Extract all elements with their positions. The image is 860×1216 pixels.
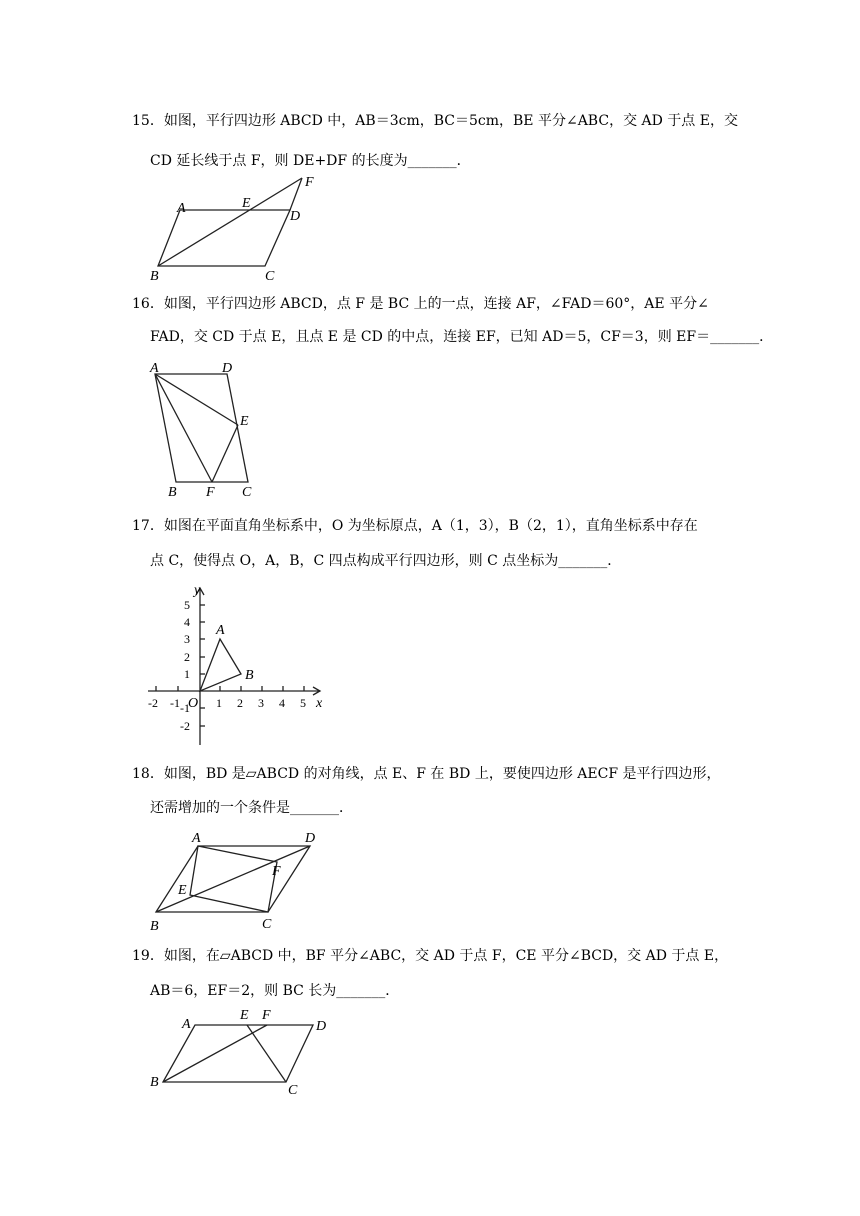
label-d: D xyxy=(290,209,301,224)
parallelogram-abcd xyxy=(155,374,248,482)
y-tick-2: 2 xyxy=(184,650,190,664)
x-tick-neg1: -1 xyxy=(170,696,180,710)
label-b: B xyxy=(245,668,254,683)
diagonal-bd xyxy=(156,846,310,912)
x-tick-1: 1 xyxy=(216,696,222,710)
x-tick-4: 4 xyxy=(279,696,285,710)
label-b: B xyxy=(150,1075,159,1090)
label-d: D xyxy=(222,361,233,376)
label-a: A xyxy=(177,201,186,216)
y-tick-3: 3 xyxy=(184,632,190,646)
segment-ae xyxy=(155,374,238,425)
problem-19-line-1: 19．如图，在▱ABCD 中，BF 平分∠ABC，交 AD 于点 F，CE 平分∠BCD，交 AD 于点 E， xyxy=(132,948,729,964)
label-f: F xyxy=(206,485,215,500)
label-f: F xyxy=(305,175,314,190)
label-o: O xyxy=(188,696,199,711)
label-e: E xyxy=(178,883,187,898)
label-a: A xyxy=(192,831,201,846)
problem-17-line-1: 17．如图在平面直角坐标系中，O 为坐标原点，A（1，3），B（2，1），直角坐标系中存在 xyxy=(132,518,698,534)
y-tick-neg2: -2 xyxy=(180,719,190,733)
problem-18-line-1: 18．如图，BD 是▱ABCD 的对角线，点 E、F 在 BD 上，要使四边形 AECF 是平行四边形， xyxy=(132,766,721,782)
label-e: E xyxy=(240,1008,249,1023)
y-tick-5: 5 xyxy=(184,598,190,612)
label-c: C xyxy=(265,269,275,284)
segment-bf xyxy=(158,178,302,266)
label-y-axis: y xyxy=(194,583,201,598)
problem-19-line-2: AB＝6，EF＝2，则 BC 长为_______． xyxy=(150,983,400,999)
label-e: E xyxy=(240,414,249,429)
problem-16-figure xyxy=(140,356,265,501)
problem-17-line-2: 点 C，使得点 O，A，B，C 四点构成平行四边形，则 C 点坐标为_______． xyxy=(150,553,622,569)
label-d: D xyxy=(316,1019,327,1034)
problem-19-figure xyxy=(140,1005,340,1100)
y-tick-neg1: -1 xyxy=(180,701,190,715)
y-tick-4: 4 xyxy=(184,615,190,629)
label-c: C xyxy=(242,485,252,500)
label-e: E xyxy=(242,196,251,211)
x-tick-5: 5 xyxy=(300,696,306,710)
problem-15-line-2: CD 延长线于点 F，则 DE+DF 的长度为_______． xyxy=(150,153,471,169)
label-c: C xyxy=(262,917,272,932)
label-f: F xyxy=(272,864,281,879)
problem-18-figure xyxy=(140,826,340,936)
label-a: A xyxy=(182,1017,191,1032)
problem-16-line-2: FAD，交 CD 于点 E，且点 E 是 CD 的中点，连接 EF，已知 AD＝5，CF＝3，则 EF＝_______． xyxy=(150,329,774,345)
parallelogram-abcd xyxy=(158,210,290,266)
x-tick-3: 3 xyxy=(258,696,264,710)
y-tick-1: 1 xyxy=(184,667,190,681)
segment-ce xyxy=(247,1025,286,1082)
label-x-axis: x xyxy=(316,696,323,711)
problem-16-line-1: 16．如图，平行四边形 ABCD，点 F 是 BC 上的一点，连接 AF，∠FAD＝60°，AE 平分∠ xyxy=(132,296,709,312)
label-b: B xyxy=(168,485,177,500)
segment-df xyxy=(290,178,302,210)
label-c: C xyxy=(288,1083,298,1098)
label-f: F xyxy=(262,1008,271,1023)
problem-15-line-1: 15．如图，平行四边形 ABCD 中，AB＝3cm，BC＝5cm，BE 平分∠ABC，交 AD 于点 E，交 xyxy=(132,113,738,129)
problem-17-coordinate-figure xyxy=(140,580,340,750)
x-tick-neg2: -2 xyxy=(148,696,158,710)
triangle-oab xyxy=(200,639,241,691)
problem-18-line-2: 还需增加的一个条件是_______． xyxy=(150,800,353,816)
label-d: D xyxy=(305,831,316,846)
segment-af xyxy=(155,374,212,482)
label-b: B xyxy=(150,919,159,934)
label-a: A xyxy=(150,361,159,376)
parallelogram-abcd xyxy=(163,1025,313,1082)
problem-15-figure xyxy=(140,170,330,285)
label-b: B xyxy=(150,269,159,284)
segment-ef xyxy=(212,425,238,482)
x-tick-2: 2 xyxy=(237,696,243,710)
label-a: A xyxy=(216,623,225,638)
